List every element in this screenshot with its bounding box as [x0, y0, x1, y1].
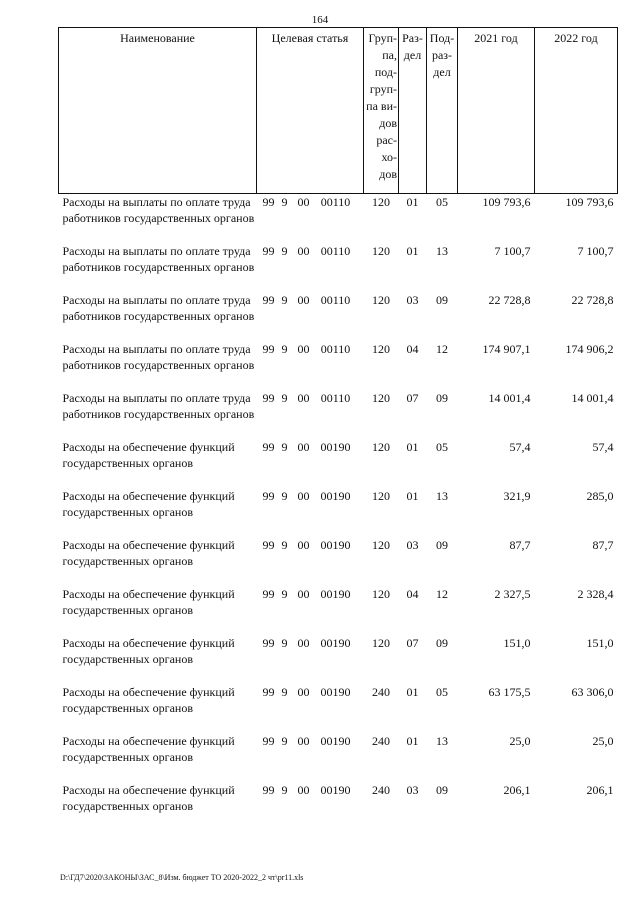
- row-subsection: 13: [436, 734, 448, 748]
- row-section: 01: [406, 244, 419, 258]
- row-2021: 7 100,7: [494, 244, 531, 258]
- row-name: Расходы на обеспечение функций государственных органов: [62, 440, 235, 470]
- table-row: [59, 782, 618, 831]
- target-part-1: 99: [262, 342, 275, 356]
- row-target-article: [257, 537, 364, 586]
- target-part-1: 99: [262, 636, 275, 650]
- header-target: Целевая статья: [257, 28, 364, 194]
- row-group: 120: [372, 489, 390, 503]
- table-row: [59, 488, 618, 537]
- row-2021: 109 793,6: [482, 195, 531, 209]
- row-subsection: 09: [436, 293, 448, 307]
- target-part-1: 99: [262, 391, 275, 405]
- table-row: [59, 733, 618, 782]
- target-part-3: 00: [297, 342, 310, 356]
- row-subsection: 05: [436, 685, 448, 699]
- row-group: 120: [372, 538, 390, 552]
- target-part-3: 00: [297, 440, 310, 454]
- row-target-article: [257, 390, 364, 439]
- row-target-article: [257, 439, 364, 488]
- header-2021: 2021 год: [458, 28, 535, 194]
- target-part-2: 9: [281, 734, 288, 748]
- row-group: 120: [372, 342, 390, 356]
- row-2022: 285,0: [586, 489, 614, 503]
- target-part-3: 00: [297, 783, 310, 797]
- row-name: Расходы на обеспечение функций государственных органов: [62, 685, 235, 715]
- row-section: 04: [406, 342, 419, 356]
- row-section: 03: [406, 538, 419, 552]
- header-group-text: Груп-па, под-груп-па ви-дов рас-хо-дов: [366, 31, 397, 181]
- row-name: Расходы на обеспечение функций государственных органов: [62, 636, 235, 666]
- row-section: 01: [406, 195, 419, 209]
- target-part-1: 99: [262, 440, 275, 454]
- row-2022: 57,4: [592, 440, 614, 454]
- row-2021: 22 728,8: [488, 293, 531, 307]
- target-part-4: 00190: [320, 489, 351, 503]
- target-part-3: 00: [297, 489, 310, 503]
- row-section: 01: [406, 489, 419, 503]
- row-name: Расходы на обеспечение функций государственных органов: [62, 489, 235, 519]
- row-2022: 25,0: [592, 734, 614, 748]
- row-name: Расходы на обеспечение функций государственных органов: [62, 734, 235, 764]
- target-part-1: 99: [262, 293, 275, 307]
- target-part-2: 9: [281, 440, 288, 454]
- row-2022: 206,1: [586, 783, 614, 797]
- table-row: [59, 390, 618, 439]
- target-part-3: 00: [297, 293, 310, 307]
- target-part-4: 00110: [320, 342, 351, 356]
- target-part-2: 9: [281, 293, 288, 307]
- target-part-2: 9: [281, 391, 288, 405]
- target-part-4: 00190: [320, 685, 351, 699]
- row-2021: 25,0: [509, 734, 531, 748]
- target-part-2: 9: [281, 244, 288, 258]
- header-group: [364, 28, 399, 194]
- row-target-article: [257, 684, 364, 733]
- row-name: Расходы на обеспечение функций государственных органов: [62, 538, 235, 568]
- target-part-1: 99: [262, 489, 275, 503]
- target-part-1: 99: [262, 783, 275, 797]
- row-target-article: [257, 488, 364, 537]
- table-header: [59, 28, 618, 194]
- target-part-3: 00: [297, 391, 310, 405]
- table-row: [59, 292, 618, 341]
- row-2022: 109 793,6: [565, 195, 614, 209]
- row-2021: 63 175,5: [488, 685, 531, 699]
- row-target-article: [257, 635, 364, 684]
- header-name: Наименование: [59, 28, 257, 194]
- row-name: Расходы на выплаты по оплате труда работников государственных органов: [62, 195, 255, 225]
- row-2021: 206,1: [503, 783, 531, 797]
- target-part-2: 9: [281, 489, 288, 503]
- target-part-3: 00: [297, 538, 310, 552]
- table-row: [59, 194, 618, 244]
- page-number: 164: [311, 14, 329, 26]
- row-name: Расходы на обеспечение функций государственных органов: [62, 783, 235, 813]
- target-part-4: 00190: [320, 636, 351, 650]
- row-2022: 87,7: [592, 538, 614, 552]
- footer-file-path: D:\ГД7\2020\ЗАКОНЫ\ЗАС_8\Изм. бюджет ТО 2020-2022_2 чт\pr11.xls: [60, 873, 304, 882]
- row-group: 240: [372, 734, 390, 748]
- table-row: [59, 243, 618, 292]
- row-2021: 14 001,4: [488, 391, 531, 405]
- target-part-4: 00190: [320, 783, 351, 797]
- row-2022: 7 100,7: [577, 244, 614, 258]
- row-subsection: 09: [436, 391, 448, 405]
- row-section: 01: [406, 685, 419, 699]
- row-2021: 151,0: [503, 636, 531, 650]
- row-group: 120: [372, 293, 390, 307]
- row-2021: 87,7: [509, 538, 531, 552]
- table-row: [59, 586, 618, 635]
- row-section: 01: [406, 734, 419, 748]
- row-name: Расходы на выплаты по оплате труда работников государственных органов: [62, 391, 255, 421]
- table-row: [59, 537, 618, 586]
- target-part-3: 00: [297, 195, 310, 209]
- target-part-3: 00: [297, 636, 310, 650]
- row-2021: 2 327,5: [494, 587, 531, 601]
- header-subsection: Под-раз-дел: [427, 28, 458, 194]
- table-row: [59, 341, 618, 390]
- table-row: [59, 439, 618, 488]
- target-part-4: 00110: [320, 391, 351, 405]
- row-group: 240: [372, 685, 390, 699]
- target-part-2: 9: [281, 783, 288, 797]
- target-part-2: 9: [281, 195, 288, 209]
- row-2022: 174 906,2: [565, 342, 614, 356]
- row-2022: 14 001,4: [571, 391, 614, 405]
- row-subsection: 05: [436, 195, 448, 209]
- row-target-article: [257, 341, 364, 390]
- row-2022: 2 328,4: [577, 587, 614, 601]
- row-section: 07: [406, 391, 419, 405]
- target-part-2: 9: [281, 342, 288, 356]
- row-group: 120: [372, 244, 390, 258]
- row-subsection: 09: [436, 636, 448, 650]
- row-2022: 151,0: [586, 636, 614, 650]
- row-group: 240: [372, 783, 390, 797]
- target-part-2: 9: [281, 636, 288, 650]
- target-part-3: 00: [297, 734, 310, 748]
- target-part-2: 9: [281, 587, 288, 601]
- target-part-3: 00: [297, 685, 310, 699]
- row-target-article: [257, 733, 364, 782]
- target-part-1: 99: [262, 195, 275, 209]
- target-part-1: 99: [262, 587, 275, 601]
- target-part-3: 00: [297, 244, 310, 258]
- target-part-4: 00190: [320, 587, 351, 601]
- target-part-4: 00110: [320, 293, 351, 307]
- header-section: Раз-дел: [399, 28, 427, 194]
- row-group: 120: [372, 587, 390, 601]
- row-2022: 22 728,8: [571, 293, 614, 307]
- row-section: 01: [406, 440, 419, 454]
- budget-table: [58, 27, 618, 831]
- target-part-2: 9: [281, 685, 288, 699]
- row-name: Расходы на выплаты по оплате труда работников государственных органов: [62, 293, 255, 323]
- row-name: Расходы на обеспечение функций государственных органов: [62, 587, 235, 617]
- table-row: [59, 684, 618, 733]
- header-2022: 2022 год: [535, 28, 618, 194]
- row-section: 03: [406, 293, 419, 307]
- target-part-1: 99: [262, 685, 275, 699]
- target-part-4: 00190: [320, 538, 351, 552]
- row-group: 120: [372, 195, 390, 209]
- target-part-4: 00110: [320, 195, 351, 209]
- target-part-4: 00190: [320, 734, 351, 748]
- table-row: [59, 635, 618, 684]
- target-part-1: 99: [262, 734, 275, 748]
- row-2022: 63 306,0: [571, 685, 614, 699]
- row-name: Расходы на выплаты по оплате труда работников государственных органов: [62, 342, 255, 372]
- row-subsection: 13: [436, 244, 448, 258]
- row-group: 120: [372, 391, 390, 405]
- row-target-article: [257, 292, 364, 341]
- target-part-2: 9: [281, 538, 288, 552]
- row-2021: 57,4: [509, 440, 531, 454]
- row-target-article: [257, 782, 364, 831]
- row-2021: 174 907,1: [482, 342, 531, 356]
- row-group: 120: [372, 636, 390, 650]
- row-group: 120: [372, 440, 390, 454]
- row-target-article: [257, 194, 364, 244]
- row-subsection: 13: [436, 489, 448, 503]
- row-2021: 321,9: [503, 489, 531, 503]
- target-part-3: 00: [297, 587, 310, 601]
- target-part-4: 00110: [320, 244, 351, 258]
- row-subsection: 12: [436, 342, 448, 356]
- row-section: 04: [406, 587, 419, 601]
- row-name: Расходы на выплаты по оплате труда работников государственных органов: [62, 244, 255, 274]
- target-part-1: 99: [262, 538, 275, 552]
- row-subsection: 09: [436, 783, 448, 797]
- row-subsection: 05: [436, 440, 448, 454]
- row-subsection: 12: [436, 587, 448, 601]
- row-section: 07: [406, 636, 419, 650]
- target-part-1: 99: [262, 244, 275, 258]
- row-target-article: [257, 586, 364, 635]
- row-subsection: 09: [436, 538, 448, 552]
- row-target-article: [257, 243, 364, 292]
- target-part-4: 00190: [320, 440, 351, 454]
- row-section: 03: [406, 783, 419, 797]
